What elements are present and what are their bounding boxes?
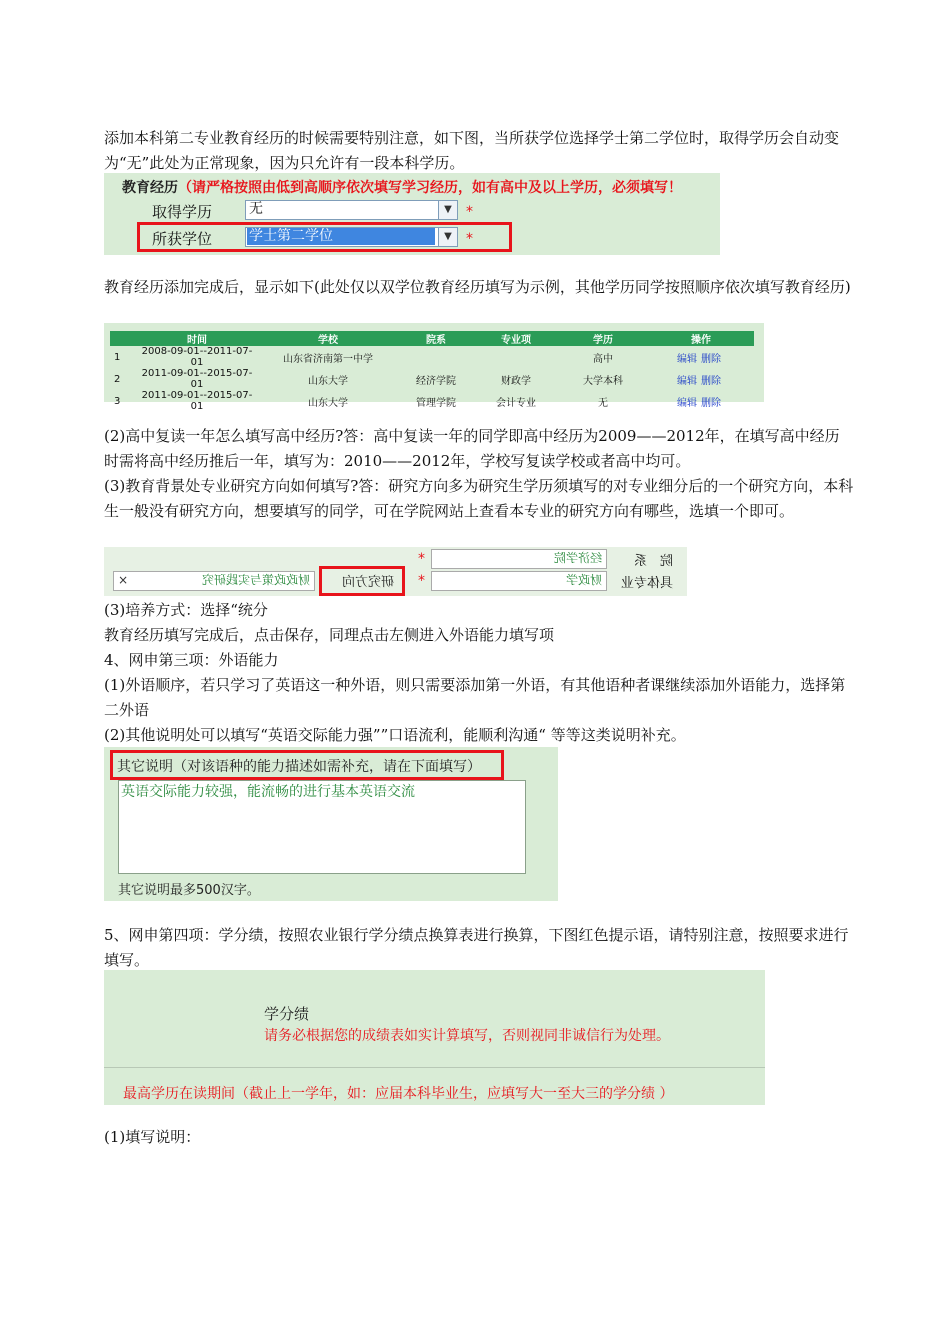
table-header-row (110, 331, 754, 346)
edit-link[interactable]: 编辑 (677, 353, 697, 365)
required-mark: * (466, 231, 473, 247)
gpa-warning: 请务必根据您的成绩表如实计算填写，否则视同非诚信行为处理。 (264, 1028, 670, 1044)
major-field[interactable]: 财政学 (431, 571, 607, 591)
col-header-degree: 学历 (558, 331, 648, 346)
table-row: 3 2011-09-01--2015-07-01 山东大学 管理学院 会计专业 无 编辑 删除 (114, 390, 721, 412)
required-mark: * (466, 204, 473, 220)
major-label: 具体专业 (620, 576, 673, 591)
degree-select-value: 无 (249, 201, 263, 217)
clear-icon[interactable]: × (118, 573, 129, 587)
education-table (110, 331, 754, 412)
paragraph-repeat-year: (2)高中复读一年怎么填写高中经历?答：高中复读一年的同学即高中经历为2009——2012年，在填写高中经历时需将高中经历推后一年，填写为：2010——2012年，学校写复读学校或者高中均可。 (104, 427, 840, 470)
other-notes-limit: 其它说明最多500汉字。 (118, 883, 260, 898)
chevron-down-icon[interactable]: ▼ (438, 201, 457, 219)
paragraph-research-direction: (3)教育背景处专业研究方向如何填写?答：研究方向多为研究生学历须填写的对专业细分后的一个研究方向，本科生一般没有研究方向，想要填写的同学，可在学院网站上查看本专业的研究方向有哪些，选填一个即可。 (104, 477, 854, 520)
col-header-time: 时间 (136, 331, 258, 346)
research-direction-input[interactable]: 财政政策与实践研究 × (113, 571, 315, 591)
paragraph-second-major-note: 添加本科第二专业教育经历的时候需要特别注意，如下图，当所获学位选择学士第二学位时，取得学历会自动变为“无”此处为正常现象，因为只允许有一段本科学历。 (104, 129, 840, 172)
education-form-screenshot (104, 173, 720, 255)
research-direction-label: 研究方向 (341, 575, 394, 590)
paragraph-language-order: (1)外语顺序，若只学习了英语这一种外语，则只需要添加第一外语，有其他语种者课继续添加外语能力，选择第二外语 (104, 676, 846, 719)
research-direction-screenshot (104, 547, 687, 596)
divider (104, 1067, 765, 1068)
degree-select[interactable] (245, 200, 458, 220)
other-notes-textarea[interactable] (118, 780, 526, 874)
other-notes-text: 英语交际能力较强，能流畅的进行基本英语交流 (121, 784, 415, 800)
degree-label: 取得学历 (152, 203, 213, 221)
table-row: 2 2011-09-01--2015-07-01 山东大学 经济学院 财政学 大学本科 编辑 删除 (114, 368, 721, 390)
col-header-dept: 院系 (398, 331, 474, 346)
mirrored-fragment (104, 547, 687, 596)
col-header-school: 学校 (258, 331, 398, 346)
gpa-screenshot (104, 970, 765, 1105)
gpa-period-note: 最高学历在读期间（截止上一学年，如：应届本科毕业生，应填写大一至大三的学分绩 ） (123, 1086, 674, 1102)
other-notes-title: 其它说明（对该语种的能力描述如需补充，请在下面填写） (117, 759, 481, 775)
other-notes-screenshot (104, 747, 558, 901)
section-heading-foreign-language: 4、网申第三项：外语能力 (104, 651, 279, 669)
col-header-actions: 操作 (648, 331, 754, 346)
dept-label: 院 系 (633, 554, 673, 569)
paragraph-other-notes: (2)其他说明处可以填写“英语交际能力强””口语流利，能顺利沟通“ 等等这类说明补充。 (104, 726, 686, 744)
paragraph-education-display: 教育经历添加完成后，显示如下(此处仅以双学位教育经历填写为示例，其他学历同学按照顺序依次填写教育经历) (104, 278, 851, 296)
required-mark: * (418, 573, 425, 589)
required-mark: * (418, 551, 425, 567)
paragraph-training-mode: (3)培养方式：选择“统分 (104, 601, 268, 619)
edit-link[interactable]: 编辑 (677, 375, 697, 387)
degree-awarded-label: 所获学位 (152, 230, 213, 248)
section-title: 教育经历 (122, 180, 178, 196)
paragraph-save-next: 教育经历填写完成后，点击保存，同理点击左侧进入外语能力填写项 (104, 626, 555, 644)
education-table-screenshot (104, 323, 764, 412)
edit-link[interactable]: 编辑 (677, 397, 697, 409)
education-section-heading (122, 177, 682, 197)
dept-field[interactable]: 经济学院 (431, 549, 607, 569)
paragraph-gpa-section: 5、网申第四项：学分绩，按照农业银行学分绩点换算表进行换算，下图红色提示语，请特别注意，按照要求进行填写。 (104, 926, 849, 969)
delete-link[interactable]: 删除 (701, 397, 721, 409)
degree-awarded-select[interactable] (245, 227, 458, 247)
gpa-title: 学分绩 (264, 1005, 310, 1023)
paragraph-fill-instructions: (1)填写说明： (104, 1128, 201, 1146)
education-order-notice: （请严格按照由低到高顺序依次填写学习经历，如有高中及以上学历，必须填写！ (178, 180, 682, 196)
degree-awarded-value: 学士第二学位 (247, 228, 435, 245)
chevron-down-icon[interactable]: ▼ (438, 228, 457, 246)
table-row: 1 2008-09-01--2011-07-01 山东省济南第一中学 高中 编辑 删除 (114, 346, 721, 368)
col-header-major: 专业项 (474, 331, 558, 346)
delete-link[interactable]: 删除 (701, 353, 721, 365)
delete-link[interactable]: 删除 (701, 375, 721, 387)
